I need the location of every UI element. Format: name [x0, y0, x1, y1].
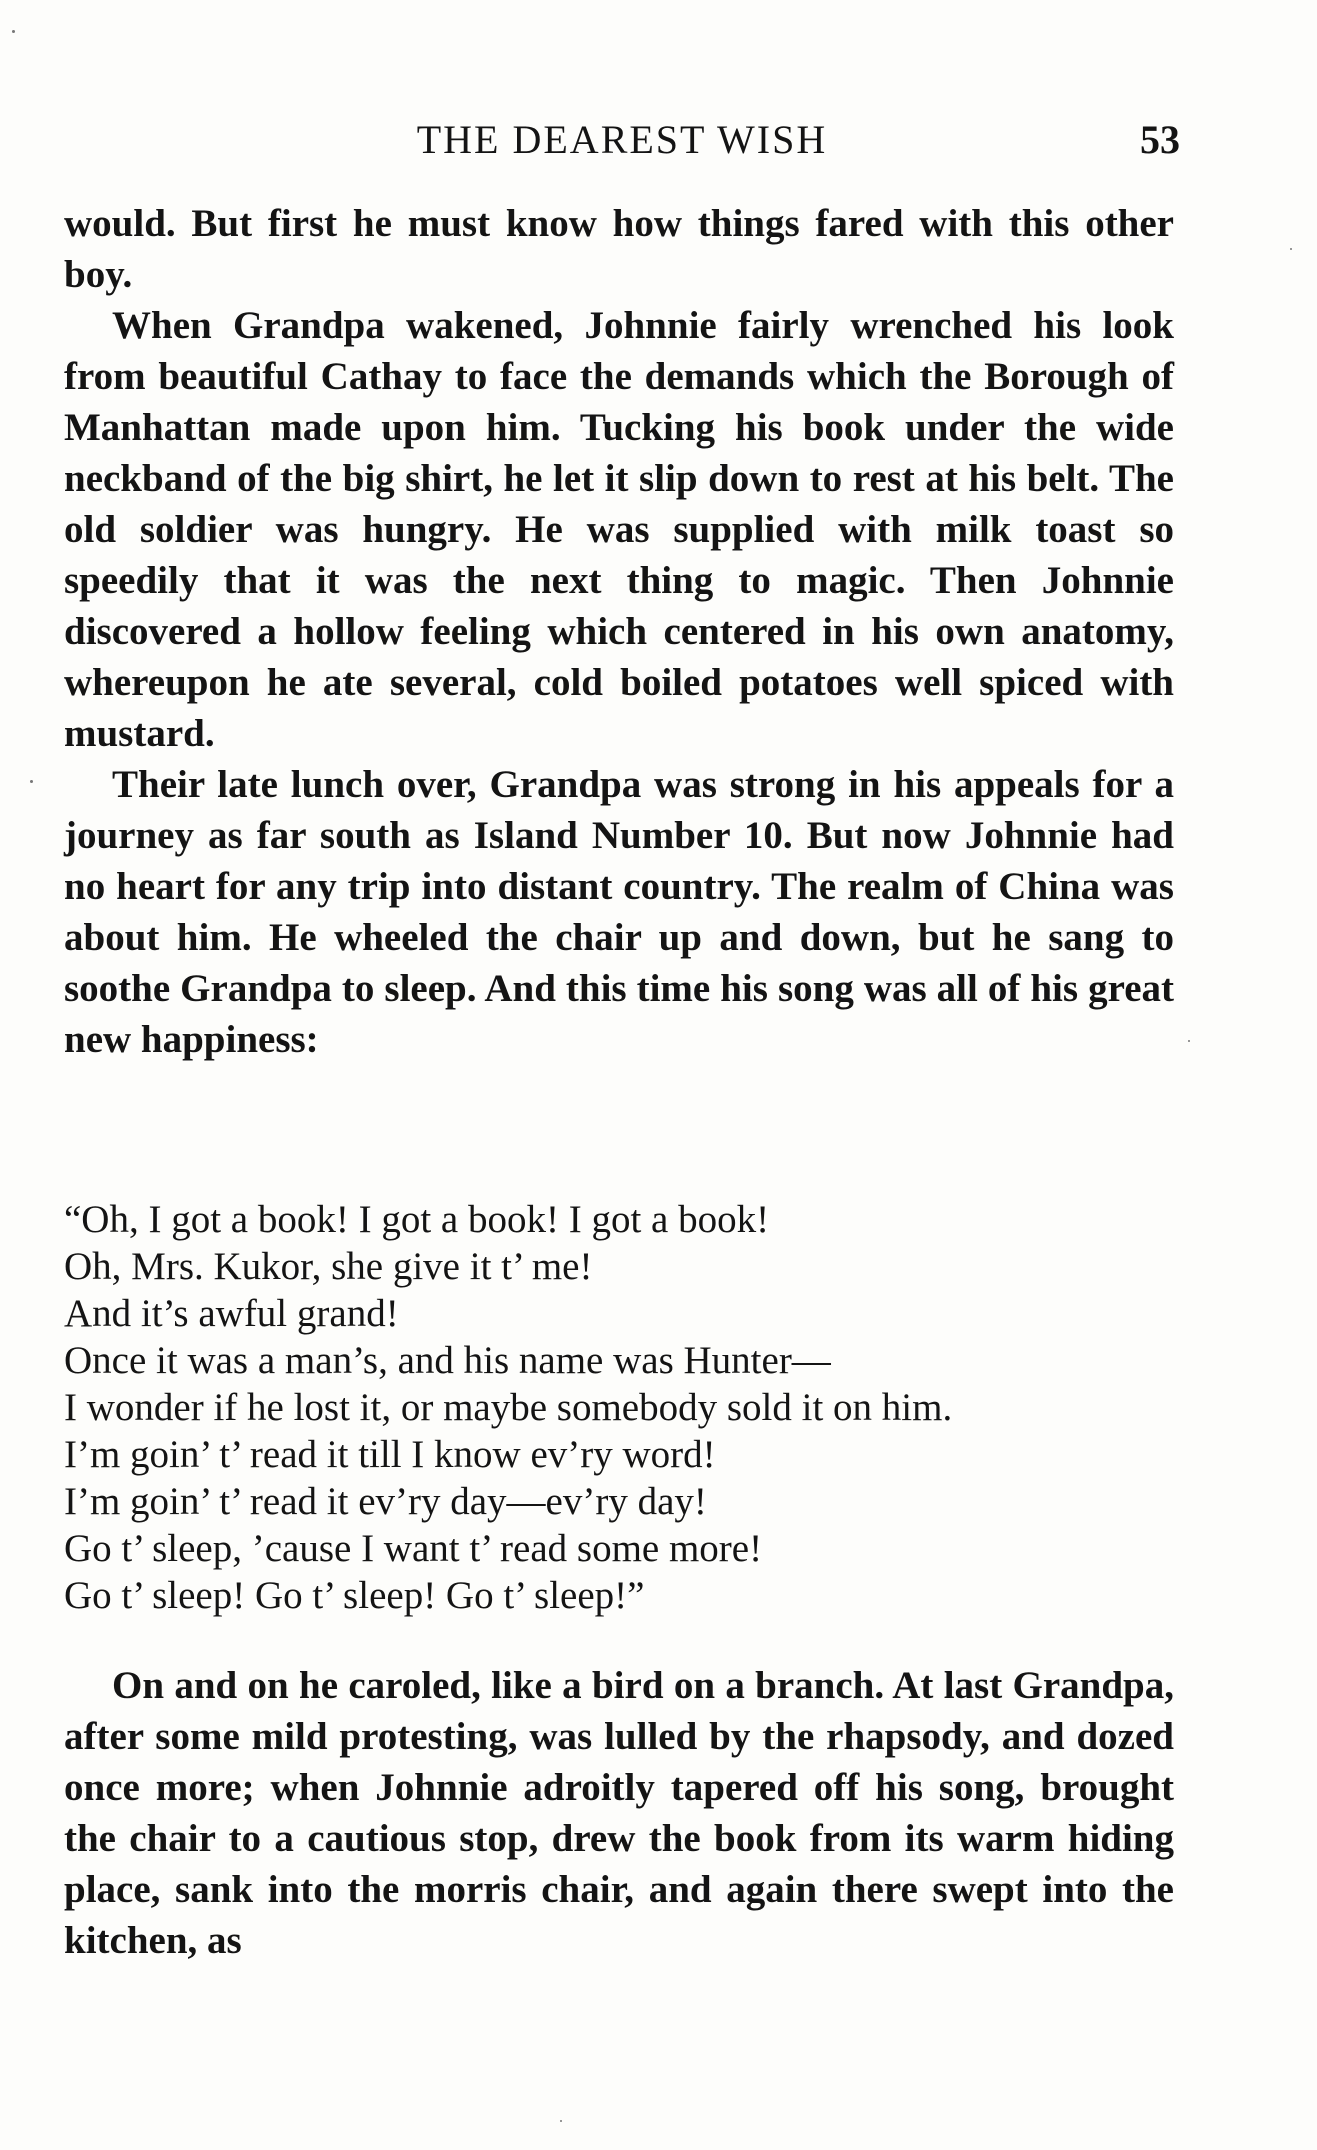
verse-line: And it’s awful grand!: [64, 1292, 399, 1335]
scan-speck: [1188, 1040, 1190, 1042]
paragraph: Their late lunch over, Grandpa was strong in his appeals for a journey as far south as Island Number 10. But now Johnnie had no heart for any trip into distant country. The realm of China was about him. He wheeled the chair up and down, but he sang to soothe Grandpa to sleep. And this time his song was all of his great new happiness:: [64, 763, 1174, 1061]
scan-speck: [1290, 248, 1292, 250]
song-verse: [64, 1196, 1184, 1619]
scan-speck: [12, 30, 15, 33]
verse-line: Go t’ sleep! Go t’ sleep! Go t’ sleep!”: [64, 1574, 645, 1617]
page-number: 53: [1140, 117, 1180, 162]
running-title: THE DEAREST WISH: [416, 117, 828, 162]
verse-line: I’m goin’ t’ read it till I know ev’ry word!: [64, 1433, 716, 1476]
scan-speck: [30, 780, 33, 783]
verse-line: I wonder if he lost it, or maybe somebody sold it on him.: [64, 1386, 953, 1429]
verse-line: Once it was a man’s, and his name was Hunter—: [64, 1339, 831, 1382]
verse-line: I’m goin’ t’ read it ev’ry day—ev’ry day!: [64, 1480, 707, 1523]
paragraph-continued: would. But first he must know how things fared with this other boy.: [64, 202, 1174, 296]
page-header: [64, 110, 1180, 170]
closing-text: [64, 1660, 1174, 1966]
paragraph: On and on he caroled, like a bird on a branch. At last Grandpa, after some mild protesting, was lulled by the rhapsody, and dozed once more; when Johnnie adroitly tapered off his song, brought the chair to a cautious stop, drew the book from its warm hiding place, sank into the morris chair, and again there swept into the kitchen, as: [64, 1664, 1174, 1962]
verse-line: “Oh, I got a book! I got a book! I got a book!: [64, 1198, 770, 1241]
verse-line: Oh, Mrs. Kukor, she give it t’ me!: [64, 1245, 593, 1288]
body-text: [64, 198, 1174, 1065]
verse-line: Go t’ sleep, ’cause I want t’ read some more!: [64, 1527, 763, 1570]
paragraph: When Grandpa wakened, Johnnie fairly wrenched his look from beautiful Cathay to face the demands which the Borough of Manhattan made upon him. Tucking his book under the wide neckband of the big shirt, he let it slip down to rest at his belt. The old soldier was hungry. He was supplied with milk toast so speedily that it was the next thing to magic. Then Johnnie discovered a hollow feeling which centered in his own anatomy, whereupon he ate several, cold boiled potatoes well spiced with mustard.: [64, 304, 1174, 755]
scan-speck: [560, 2120, 562, 2122]
